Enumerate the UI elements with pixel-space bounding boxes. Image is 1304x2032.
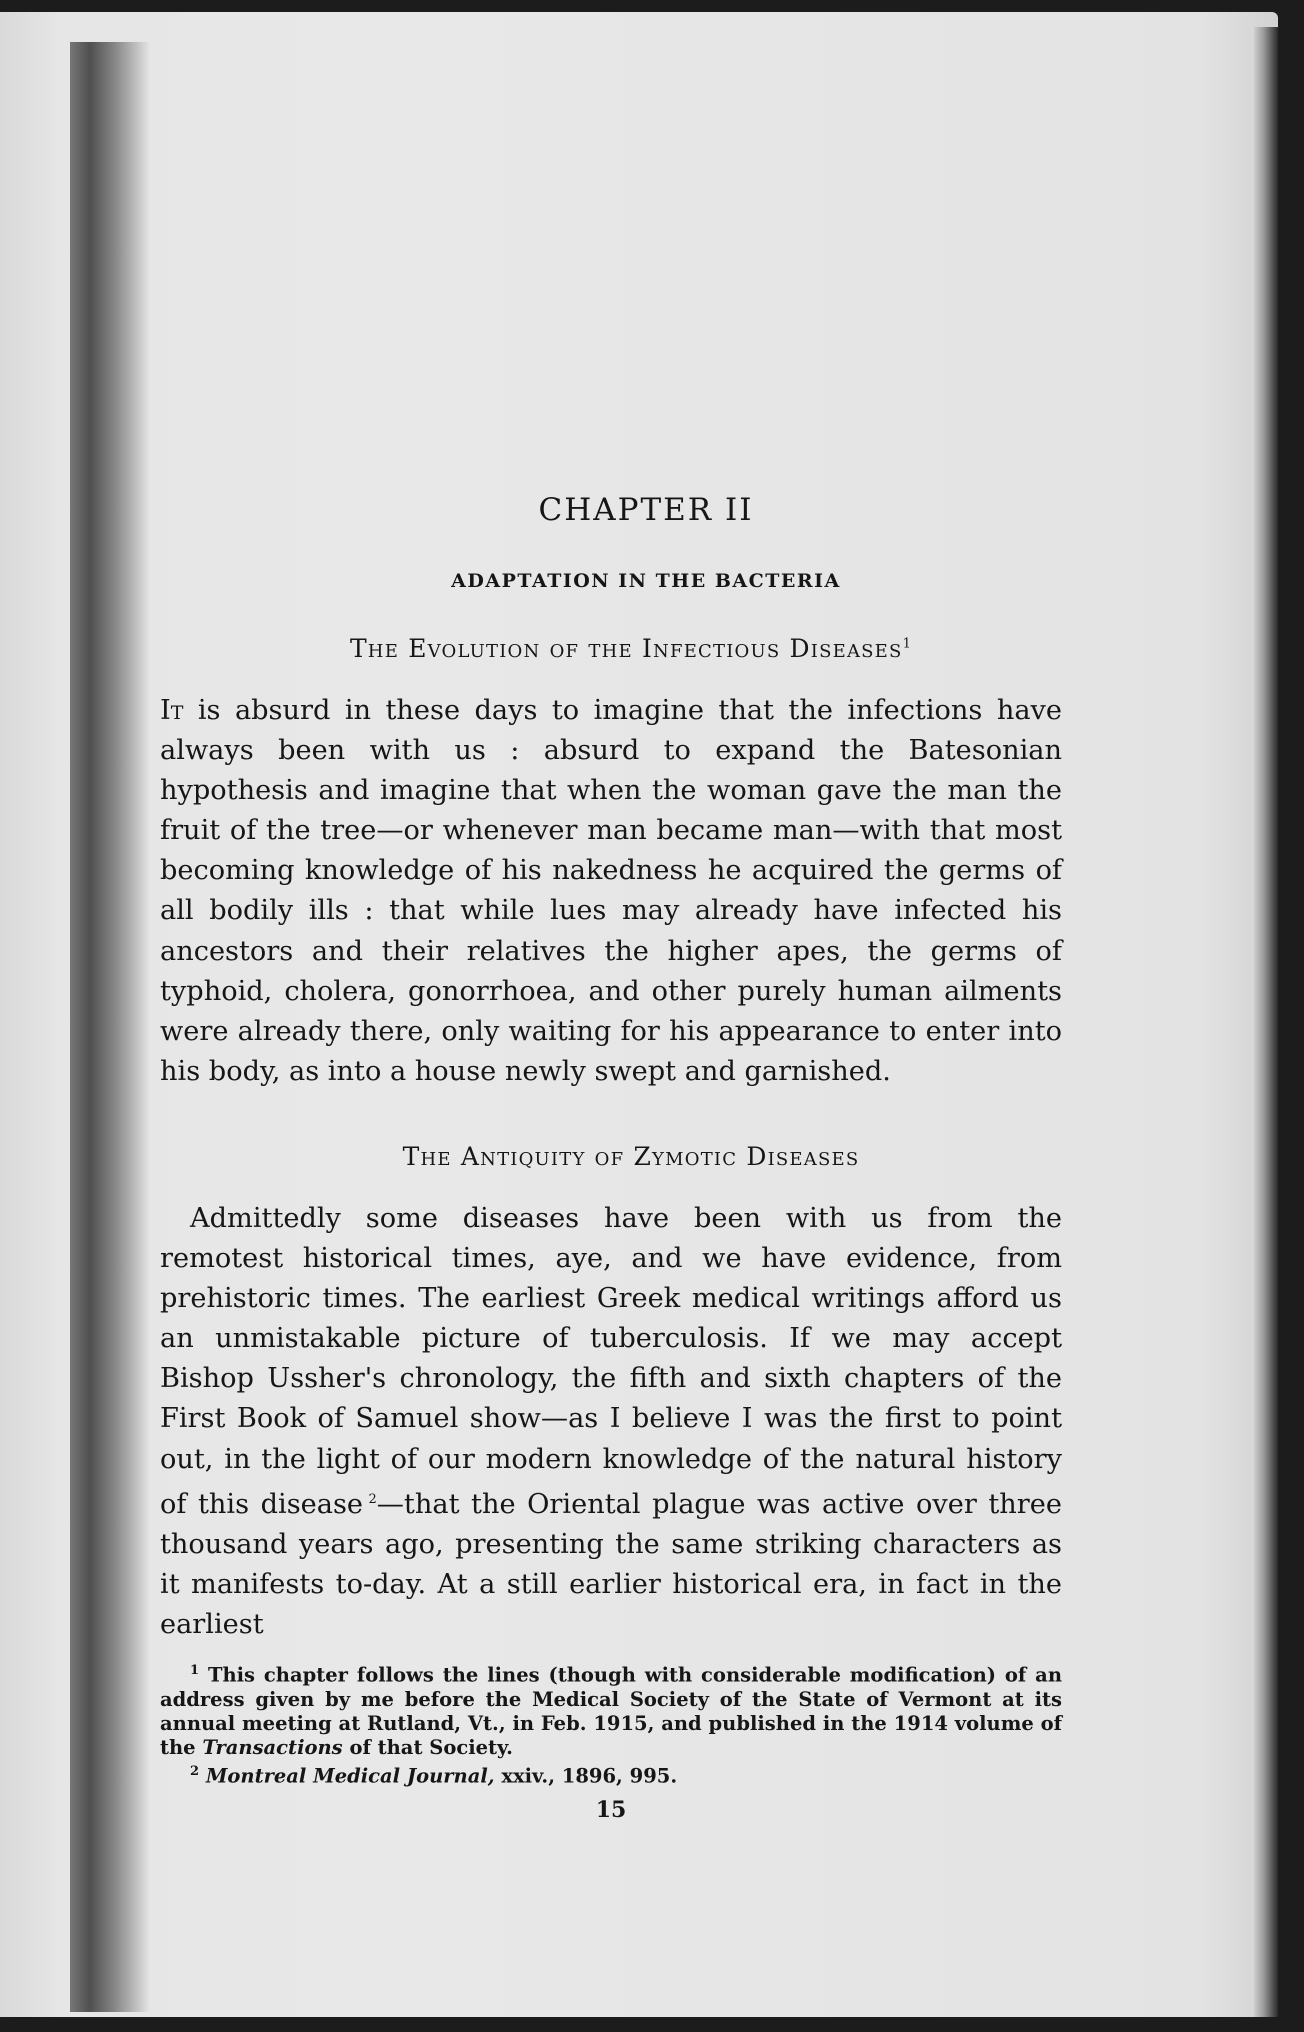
footnotes [160, 1659, 1062, 1789]
paragraph-antiquity [160, 1199, 1062, 1645]
chapter-heading: CHAPTER II [538, 492, 754, 528]
footnote-text-end: of that Society. [349, 1736, 513, 1760]
book-page [0, 12, 1278, 2017]
footnote-marker: 1 [190, 1663, 200, 1679]
section-heading-evolution [160, 634, 1062, 663]
page-number: 15 [595, 1797, 627, 1824]
footnote-2 [160, 1760, 1062, 1789]
footnote-1 [160, 1659, 1062, 1760]
footnote-italic-title: Montreal Medical Journal, [205, 1764, 495, 1788]
paragraph-text: Admittedly some diseases have been with us from the remotest historical times, aye, and we have evidence, from prehistoric times. The earliest Greek medical writings afford us an unmistakable picture of tuberculosis. If we may accept Bishop Ussher's chronology, the fifth and sixth chapters of the First Book of Samuel show—as I believe I was the first to point out, in the light of our modern knowledge of the natural history of this disease [160, 1202, 1062, 1520]
footnote-reference: 1 [902, 636, 913, 652]
paragraph-text-continued: —that the Oriental plague was active over three thousand years ago, presenting the same striking characters as it manifests to-day. At a still earlier historical era, in fact in the earliest [160, 1488, 1062, 1640]
page-edge [1254, 27, 1278, 2017]
section-heading-text: The Evolution of the Infectious Diseases [349, 634, 903, 663]
paragraph-lead-word: It [160, 695, 184, 726]
footnote-italic-title: Transactions [202, 1736, 343, 1760]
paragraph-text: is absurd in these days to imagine that the infections have always been with us : absurd to expand the Batesonian hypothesis and imagine that when the woman gave the man the fruit of the tree—or whenever man became man—with that most becoming knowledge of his nakedness he acquired the germs of all bodily ills : that while lues may already have infected his ancestors and their relatives the higher apes, the germs of typhoid, cholera, gonorrhoea, and other purely human ailments were already there, only waiting for his appearance to enter into his body, as into a house newly swept and garnished. [160, 695, 1062, 1087]
footnote-marker: 2 [190, 1764, 200, 1780]
page-gutter-shadow [70, 42, 150, 2012]
paragraph-evolution [160, 691, 1062, 1092]
page-text [160, 492, 1062, 1823]
footnote-text: This chapter follows the lines (though with considerable modification) of an address given by me before the Medical Society of the State of Vermont at its annual meeting at Rutland, Vt., in Feb. 1915, and published in the 1914 volume of the [160, 1663, 1062, 1760]
footnote-text-end: xxiv., 1896, 995. [501, 1764, 678, 1788]
chapter-subtitle: ADAPTATION IN THE BACTERIA [451, 570, 841, 592]
section-heading-antiquity: The Antiquity of Zymotic Diseases [402, 1141, 860, 1171]
footnote-reference: 2 [368, 1491, 377, 1507]
